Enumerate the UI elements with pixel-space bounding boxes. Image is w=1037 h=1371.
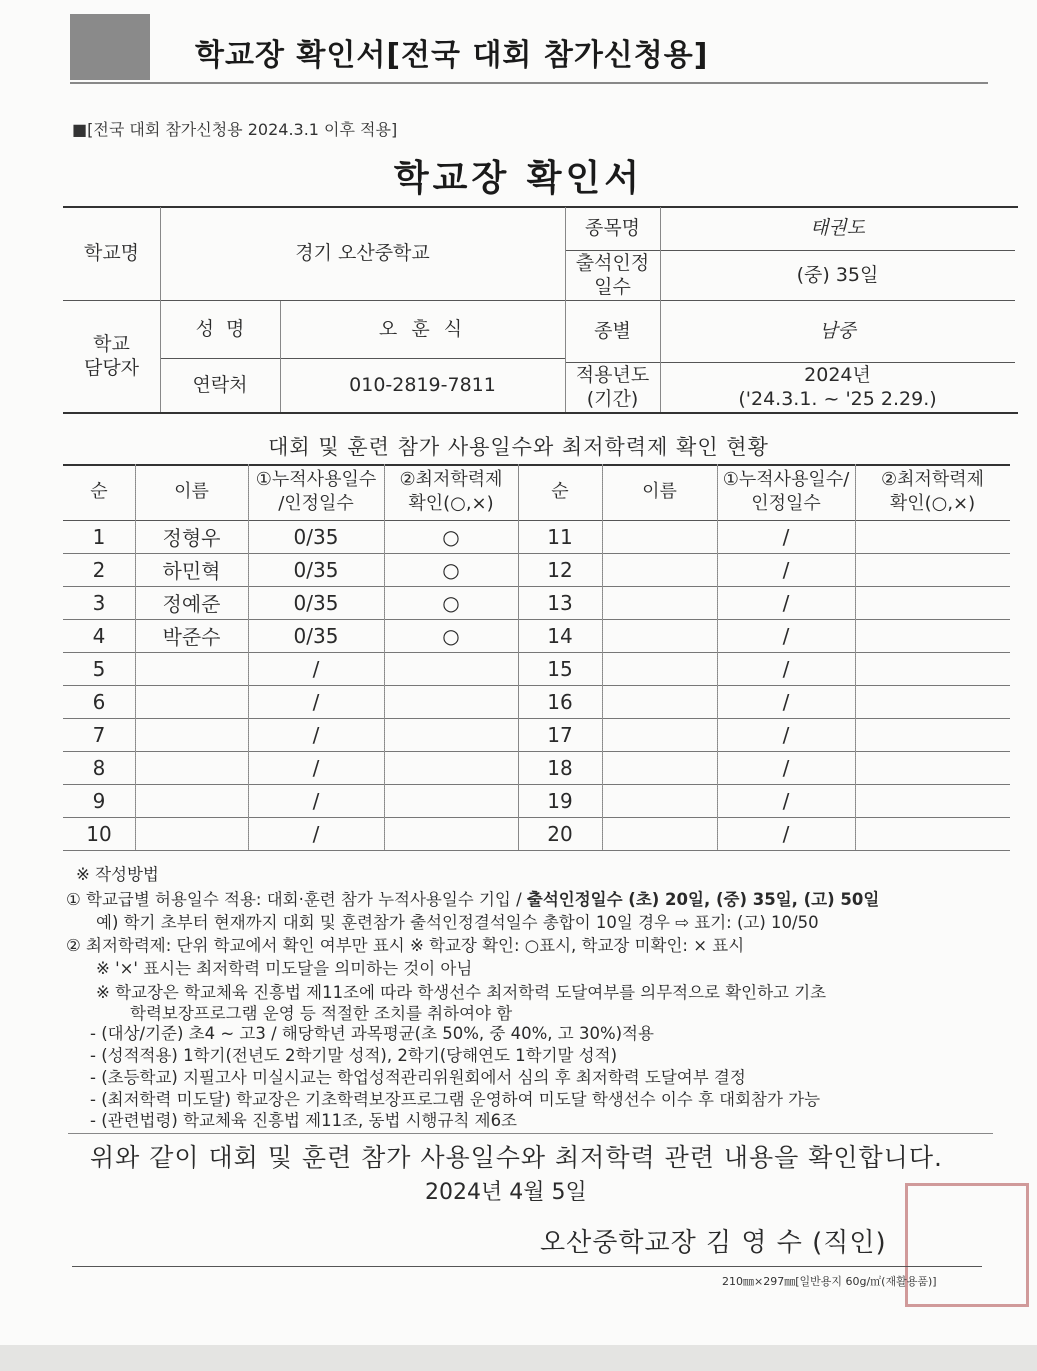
instruction-item-1: [66, 886, 879, 910]
sport-label: 종목명: [584, 216, 641, 239]
header-title: 학교장 확인서[전국 대회 참가신청용]: [195, 38, 709, 73]
table-cell-no: 4: [92, 623, 106, 648]
table-cell-no: 9: [92, 788, 106, 813]
attendance-label: 출석인정 일수: [575, 251, 650, 298]
table-cell-name: [135, 718, 248, 751]
table-cell-days-r: /: [782, 557, 790, 582]
table-cell-no-r: 12: [547, 557, 573, 582]
table-cell-days: /: [312, 755, 320, 780]
table-cell-days: /: [312, 689, 320, 714]
table-cell-mark: [384, 817, 518, 850]
table-cell-no-r: 19: [547, 788, 573, 813]
period-value: ('24.3.1. ~ '25 2.29.): [738, 387, 937, 410]
table-cell-empty: [602, 652, 717, 685]
info-bottom-rule: [63, 412, 1018, 414]
instructions-rule: [68, 1133, 993, 1134]
instruction-bullet: - (관련법령) 학교체육 진흥법 제11조, 동법 시행규칙 제6조: [90, 1111, 517, 1130]
table-cell-empty: [855, 718, 1010, 751]
table-cell-no: 8: [92, 755, 106, 780]
table-cell-empty: [855, 685, 1010, 718]
instruction-bullet: - (초등학교) 지필고사 미실시교는 학업성적관리위원회에서 심의 후 최저학력 도달여부 결정: [90, 1068, 746, 1087]
table-cell-empty: [602, 619, 717, 652]
name-label: 성 명: [195, 317, 245, 340]
table-cell-days-r: /: [782, 821, 790, 846]
table-cell-days-r: /: [782, 788, 790, 813]
table-cell-days-r: /: [782, 689, 790, 714]
table-cell-mark: [384, 685, 518, 718]
year-label: 적용년도 (기간): [575, 363, 650, 410]
table-cell-no-r: 17: [547, 722, 573, 747]
category-label: 종별: [594, 319, 631, 342]
confirmation-date: 2024년 4월 5일: [425, 1180, 587, 1205]
year-cell: [660, 363, 1015, 412]
table-cell-empty: [855, 586, 1010, 619]
table-cell-no-r: 18: [547, 755, 573, 780]
sport-value: 태권도: [809, 216, 866, 239]
header-rule: [70, 82, 988, 84]
table-cell-no: 2: [92, 557, 106, 582]
year-value: 2024년: [804, 363, 871, 386]
instruction-bullet: - (성적적용) 1학기(전년도 2학기말 성적), 2학기(당해연도 1학기말 성적): [90, 1046, 618, 1065]
table-cell-no: 3: [92, 590, 106, 615]
table-cell-name: [135, 751, 248, 784]
table-cell-no: 1: [92, 524, 106, 549]
footer-rule: [72, 1266, 982, 1267]
table-cell-days: 0/35: [293, 623, 339, 648]
background-strip: [0, 1345, 1037, 1371]
table-cell-days: 0/35: [293, 557, 339, 582]
instruction-bullet: - (대상/기준) 초4 ~ 고3 / 해당학년 과목평균(초 50%, 중 40%, 고 30%)적용: [90, 1024, 654, 1043]
table-cell-days-r: /: [782, 656, 790, 681]
table-cell-empty: [602, 718, 717, 751]
contact-value: 010-2819-7811: [349, 373, 496, 396]
instruction-note-2b: 학력보장프로그램 운영 등 적절한 조치를 취하여야 함: [130, 1004, 513, 1023]
header-no: 순: [90, 480, 108, 502]
table-cell-empty: [602, 553, 717, 586]
school-label: 학교명: [83, 241, 140, 264]
table-cell-mark: [384, 718, 518, 751]
table-cell-no: 5: [92, 656, 106, 681]
table-cell-days: /: [312, 656, 320, 681]
signer-line: 오산중학교장 김 영 수 (직인): [540, 1228, 887, 1258]
instructions-heading: ※ 작성방법: [76, 865, 159, 884]
table-cell-empty: [855, 619, 1010, 652]
table-cell-empty: [855, 751, 1010, 784]
header-cumulative: ①누적사용일수 /인정일수: [255, 468, 377, 514]
table-cell-no-r: 14: [547, 623, 573, 648]
instruction-item-2: ② 최저학력제: 단위 학교에서 확인 여부만 표시 ※ 학교장 확인: ○표시, 학교장 미확인: × 표시: [66, 936, 745, 955]
table-cell-days: /: [312, 788, 320, 813]
section-heading: 대회 및 훈련 참가 사용일수와 최저학력제 확인 현황: [268, 435, 769, 459]
table-cell-name: [135, 817, 248, 850]
header-academic-right: ②최저학력제 확인(○,×): [880, 468, 985, 514]
applied-note: ■[전국 대회 참가신청용 2024.3.1 이후 적용]: [72, 120, 398, 139]
instruction-item-1-bold: 출석인정일수 (초) 20일, (중) 35일, (고) 50일: [526, 890, 880, 909]
attendance-value: (중) 35일: [796, 263, 879, 286]
table-cell-days: /: [312, 821, 320, 846]
instruction-note-1: ※ '×' 표시는 최저학력 미도달을 의미하는 것이 아님: [96, 959, 473, 978]
table-cell-name: [135, 652, 248, 685]
table-row-rule: [63, 850, 1010, 851]
manager-label: 학교 담당자: [83, 332, 140, 379]
table-cell-no-r: 13: [547, 590, 573, 615]
table-cell-empty: [602, 685, 717, 718]
table-cell-empty: [855, 817, 1010, 850]
table-cell-days-r: /: [782, 755, 790, 780]
table-cell-days: /: [312, 722, 320, 747]
table-cell-days: 0/35: [293, 590, 339, 615]
table-cell-mark: ○: [442, 590, 460, 615]
table-cell-mark: ○: [442, 557, 460, 582]
table-cell-no-r: 16: [547, 689, 573, 714]
paper-spec: 210㎜×297㎜[일반용지 60g/㎡(재활용품)]: [722, 1275, 937, 1288]
table-cell-mark: [384, 751, 518, 784]
table-cell-empty: [855, 784, 1010, 817]
table-cell-days-r: /: [782, 623, 790, 648]
instruction-note-2: ※ 학교장은 학교체육 진흥법 제11조에 따라 학생선수 최저학력 도달여부를 의무적으로 확인하고 기초: [96, 983, 827, 1002]
table-cell-mark: ○: [442, 623, 460, 648]
header-no-right: 순: [551, 480, 569, 502]
table-cell-no: 6: [92, 689, 106, 714]
table-cell-empty: [855, 520, 1010, 553]
table-cell-days-r: /: [782, 722, 790, 747]
school-value: 경기 오산중학교: [295, 241, 430, 264]
table-cell-empty: [602, 520, 717, 553]
table-cell-no: 10: [86, 821, 112, 846]
contact-label: 연락처: [192, 373, 248, 396]
table-cell-name: 하민혁: [162, 559, 221, 583]
header-name: 이름: [174, 480, 209, 502]
header-shade-block: [70, 14, 150, 80]
table-cell-no: 7: [92, 722, 106, 747]
table-cell-empty: [602, 784, 717, 817]
table-cell-empty: [602, 751, 717, 784]
table-cell-days-r: /: [782, 590, 790, 615]
table-cell-empty: [602, 586, 717, 619]
category-value: 남중: [819, 319, 856, 342]
table-cell-no-r: 20: [547, 821, 573, 846]
instruction-item-1-text: ① 학교급별 허용일수 적용: 대회·훈련 참가 누적사용일수 기입 /: [66, 890, 527, 909]
confirmation-text: 위와 같이 대회 및 훈련 참가 사용일수와 최저학력 관련 내용을 확인합니다.: [90, 1143, 943, 1172]
table-cell-name: [135, 784, 248, 817]
table-cell-mark: [384, 784, 518, 817]
table-cell-empty: [602, 817, 717, 850]
header-cumulative-right: ①누적사용일수/ 인정일수: [722, 468, 850, 514]
table-cell-days: 0/35: [293, 524, 339, 549]
table-cell-no-r: 15: [547, 656, 573, 681]
table-cell-name: 정예준: [162, 592, 221, 616]
instruction-bullet: - (최저학력 미도달) 학교장은 기초학력보장프로그램 운영하여 미도달 학생선수 이수 후 대회참가 가능: [90, 1090, 821, 1109]
header-academic: ②최저학력제 확인(○,×): [399, 468, 503, 514]
table-cell-name: 정형우: [162, 526, 221, 550]
table-cell-name: 박준수: [162, 625, 221, 649]
table-cell-empty: [855, 553, 1010, 586]
table-cell-days-r: /: [782, 524, 790, 549]
table-cell-no-r: 11: [547, 524, 573, 549]
header-name-right: 이름: [642, 480, 677, 502]
table-cell-name: [135, 685, 248, 718]
name-value: 오 훈 식: [378, 317, 467, 340]
main-title: 학교장 확인서: [393, 158, 644, 199]
table-cell-empty: [855, 652, 1010, 685]
table-cell-mark: [384, 652, 518, 685]
table-cell-mark: ○: [442, 524, 460, 549]
instruction-example: 예) 학기 초부터 현재까지 대회 및 훈련참가 출석인정결석일수 총합이 10일 경우 ⇨ 표기: (고) 10/50: [96, 913, 819, 932]
